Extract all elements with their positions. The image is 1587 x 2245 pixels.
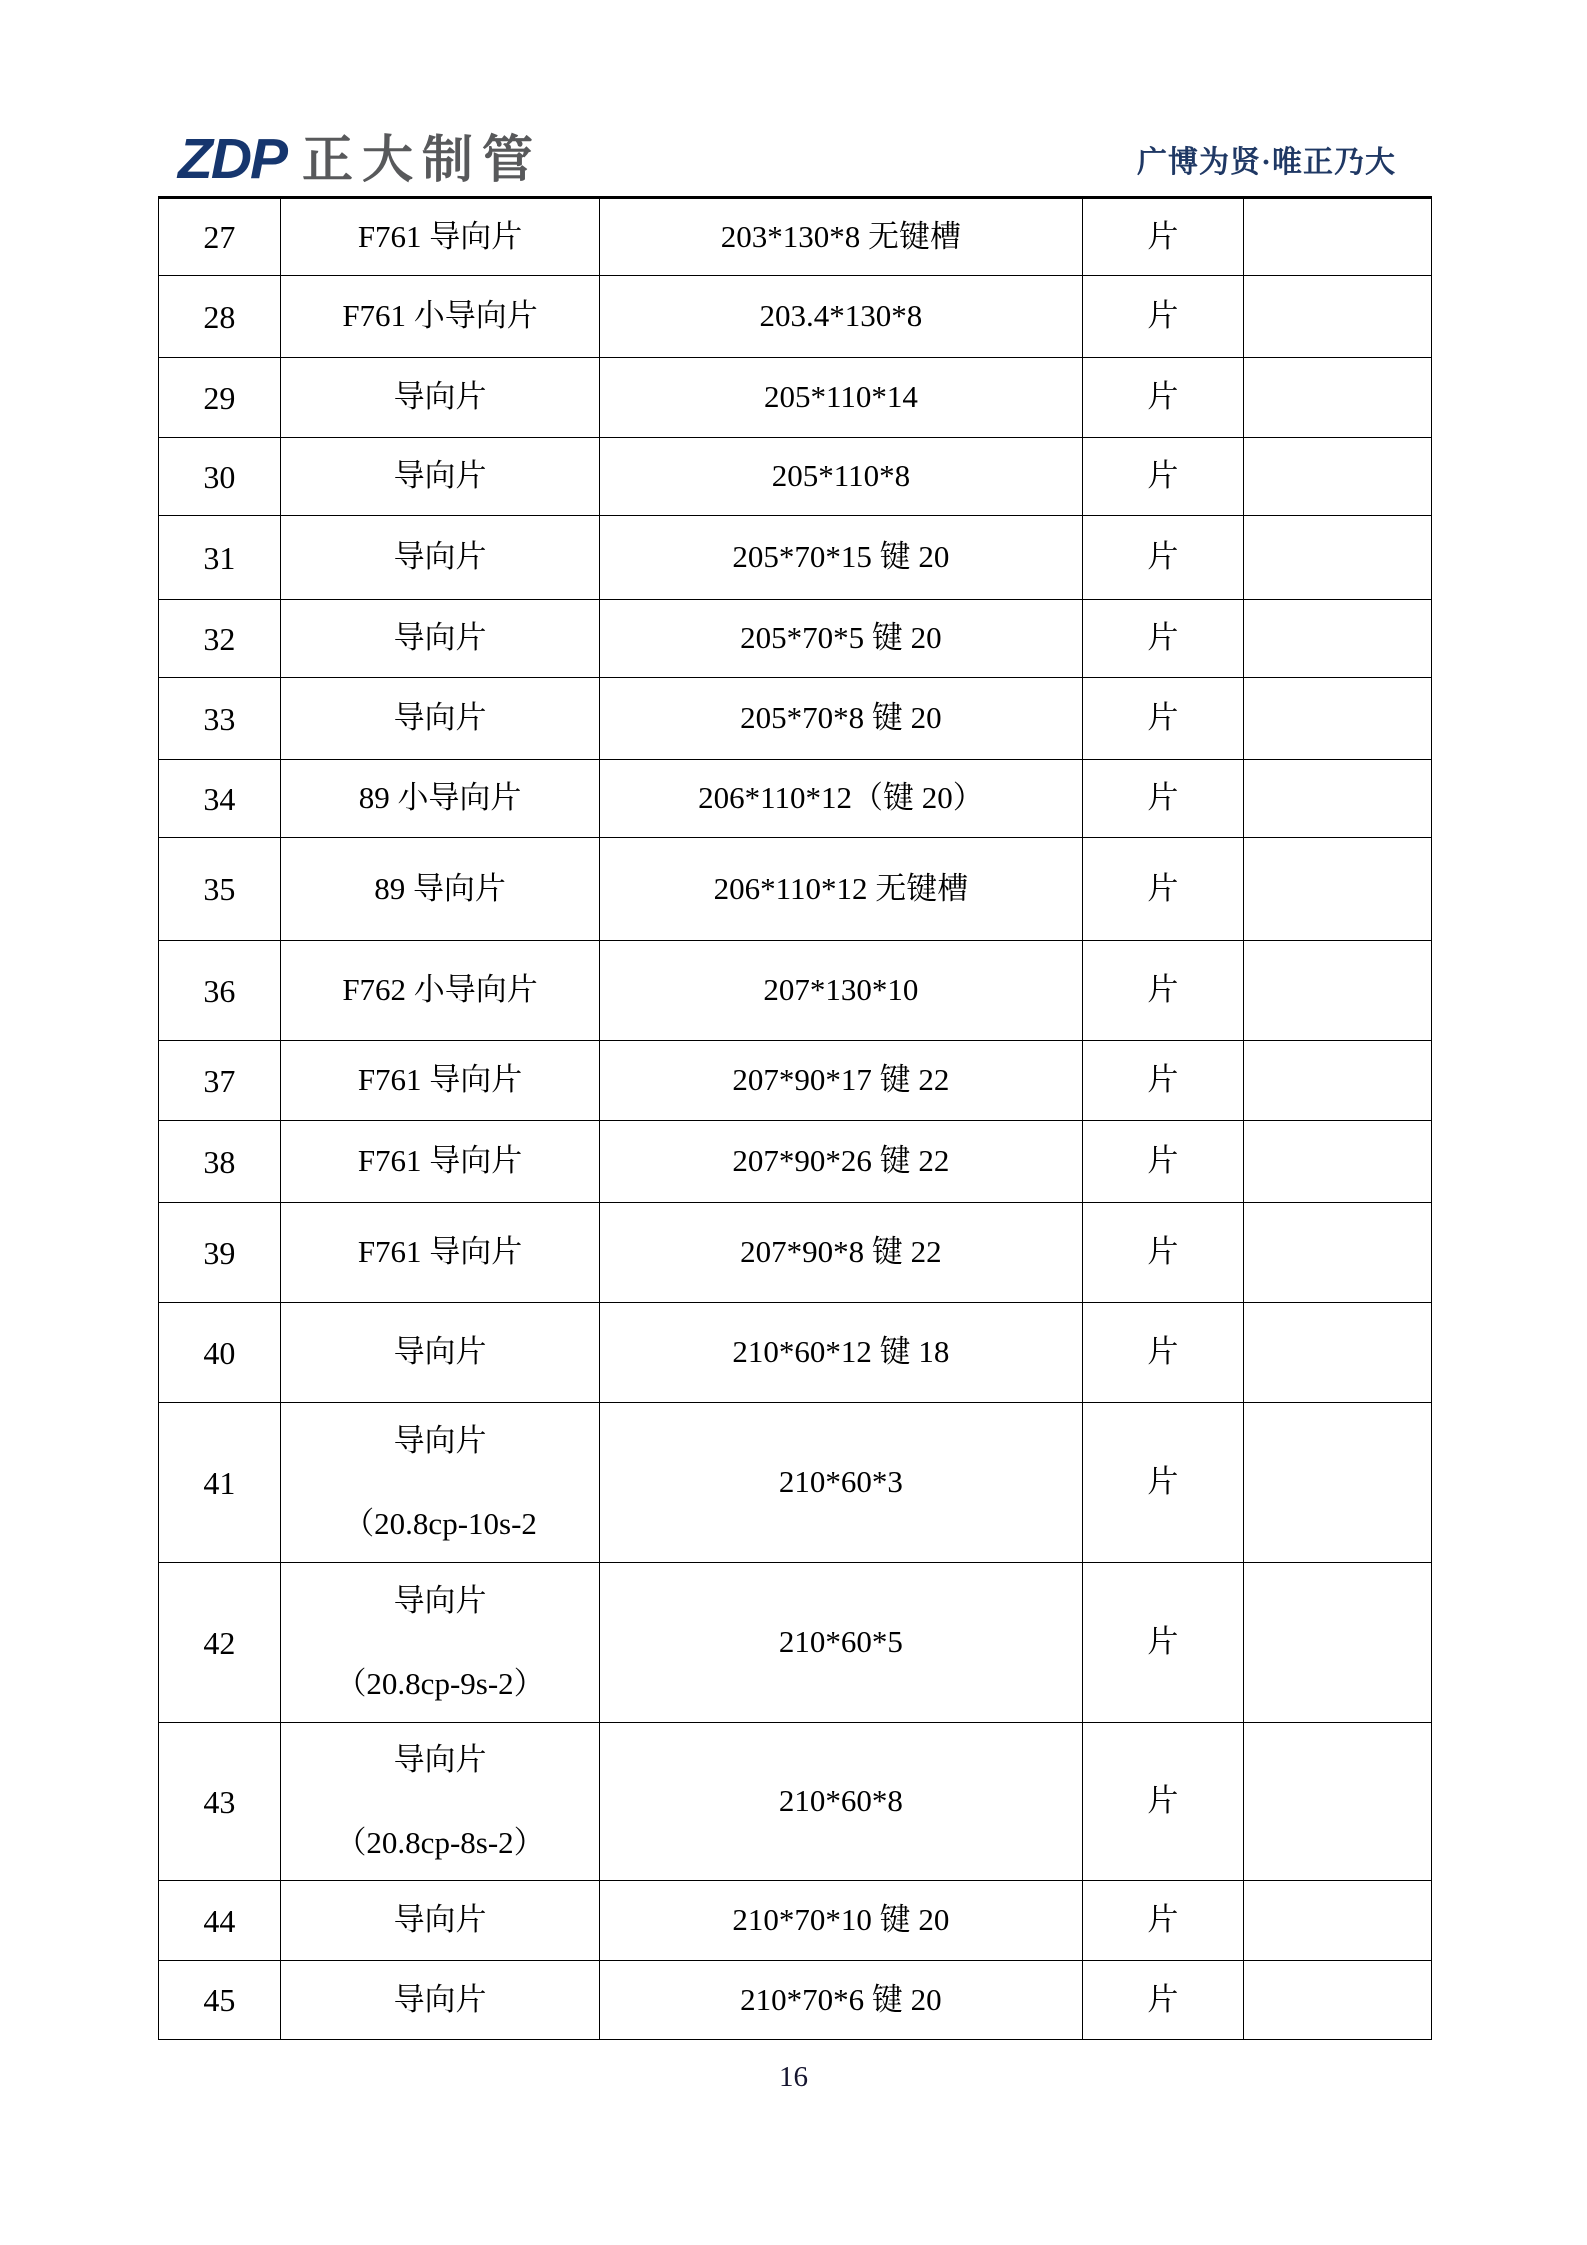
row-number-cell: 36 (159, 941, 281, 1040)
table-row (159, 1403, 1431, 1563)
table-row (159, 678, 1431, 760)
part-unit-cell: 片 (1083, 838, 1245, 940)
part-name-line1: 导向片 (393, 1422, 487, 1458)
part-name-cell (281, 600, 601, 677)
remark-cell (1244, 1303, 1431, 1402)
table-row (159, 838, 1431, 941)
remark-cell (1244, 838, 1431, 940)
row-number-cell: 28 (159, 276, 281, 357)
table-row (159, 1563, 1431, 1723)
part-name-line1: F761 导向片 (357, 1234, 523, 1270)
part-name-cell (281, 760, 601, 837)
part-spec-cell: 207*90*26 键 22 (600, 1121, 1082, 1202)
part-spec-cell: 205*70*8 键 20 (600, 678, 1082, 759)
part-name-cell (281, 838, 601, 940)
part-name-line1: 导向片 (393, 700, 487, 736)
part-spec-cell: 205*110*8 (600, 438, 1082, 515)
part-unit-cell: 片 (1083, 760, 1245, 837)
remark-cell (1244, 1121, 1431, 1202)
row-number-cell: 44 (159, 1881, 281, 1960)
part-name-cell (281, 438, 601, 515)
part-spec-cell: 210*60*12 键 18 (600, 1303, 1082, 1402)
part-name-line1: 导向片 (393, 539, 487, 575)
part-name-cell (281, 358, 601, 437)
part-name-line1: 导向片 (393, 1741, 487, 1777)
remark-cell (1244, 438, 1431, 515)
table-row (159, 358, 1431, 438)
part-unit-cell: 片 (1083, 1121, 1245, 1202)
part-name-line1: 89 导向片 (374, 870, 506, 906)
remark-cell (1244, 1403, 1431, 1562)
company-slogan: 广博为贤·唯正乃大 (1136, 146, 1396, 179)
part-unit-cell: 片 (1083, 276, 1245, 357)
table-row (159, 438, 1431, 516)
table-row (159, 1303, 1431, 1403)
table-row (159, 516, 1431, 600)
part-spec-cell: 206*110*12 无键槽 (600, 838, 1082, 940)
part-name-cell (281, 1403, 601, 1562)
row-number-cell: 45 (159, 1961, 281, 2039)
company-name: 正大制管 (302, 130, 543, 188)
part-unit-cell: 片 (1083, 1563, 1245, 1722)
part-name-line1: F761 小导向片 (342, 298, 538, 334)
part-name-line1: 导向片 (393, 458, 487, 494)
table-row (159, 276, 1431, 358)
table-row (159, 1121, 1431, 1203)
row-number-cell: 35 (159, 838, 281, 940)
table-row (159, 1203, 1431, 1303)
part-name-line2: （20.8cp-9s-2） (335, 1665, 545, 1701)
part-name-cell (281, 1203, 601, 1302)
row-number-cell: 42 (159, 1563, 281, 1722)
row-number-cell: 39 (159, 1203, 281, 1302)
row-number-cell: 38 (159, 1121, 281, 1202)
part-name-cell (281, 1881, 601, 1960)
part-unit-cell: 片 (1083, 600, 1245, 677)
part-spec-cell: 210*60*3 (600, 1403, 1082, 1562)
part-unit-cell: 片 (1083, 1723, 1245, 1880)
part-name-cell (281, 1303, 601, 1402)
part-unit-cell: 片 (1083, 199, 1245, 275)
part-spec-cell: 205*110*14 (600, 358, 1082, 437)
page-header (178, 128, 1396, 190)
table-row (159, 1041, 1431, 1121)
remark-cell (1244, 199, 1431, 275)
table-row (159, 1723, 1431, 1881)
part-name-cell (281, 1121, 601, 1202)
part-spec-cell: 207*90*17 键 22 (600, 1041, 1082, 1120)
table-row (159, 1881, 1431, 1961)
part-unit-cell: 片 (1083, 1303, 1245, 1402)
remark-cell (1244, 760, 1431, 837)
remark-cell (1244, 678, 1431, 759)
part-spec-cell: 205*70*5 键 20 (600, 600, 1082, 677)
part-spec-cell: 205*70*15 键 20 (600, 516, 1082, 599)
part-name-line2: （20.8cp-10s-2 (343, 1505, 537, 1541)
part-name-line1: 导向片 (393, 1334, 487, 1370)
part-name-line1: F761 导向片 (357, 1143, 523, 1179)
part-name-line1: 89 小导向片 (358, 780, 522, 816)
row-number-cell: 41 (159, 1403, 281, 1562)
part-name-cell (281, 1723, 601, 1880)
remark-cell (1244, 600, 1431, 677)
part-name-cell (281, 678, 601, 759)
remark-cell (1244, 276, 1431, 357)
part-unit-cell: 片 (1083, 941, 1245, 1040)
part-spec-cell: 210*60*5 (600, 1563, 1082, 1722)
row-number-cell: 33 (159, 678, 281, 759)
part-unit-cell: 片 (1083, 1403, 1245, 1562)
company-logo (178, 126, 543, 191)
part-name-cell (281, 1563, 601, 1722)
part-name-line1: 导向片 (393, 1582, 487, 1618)
part-unit-cell: 片 (1083, 1203, 1245, 1302)
zdp-logo-icon: ZDP (178, 126, 286, 191)
part-name-line1: 导向片 (393, 620, 487, 656)
row-number-cell: 34 (159, 760, 281, 837)
part-name-cell (281, 941, 601, 1040)
part-spec-cell: 210*60*8 (600, 1723, 1082, 1880)
remark-cell (1244, 1961, 1431, 2039)
part-spec-cell: 206*110*12（键 20） (600, 760, 1082, 837)
part-name-line1: F761 导向片 (357, 1062, 523, 1098)
part-spec-cell: 207*130*10 (600, 941, 1082, 1040)
part-spec-cell: 203.4*130*8 (600, 276, 1082, 357)
part-unit-cell: 片 (1083, 516, 1245, 599)
part-name-cell (281, 1041, 601, 1120)
part-spec-cell: 210*70*10 键 20 (600, 1881, 1082, 1960)
remark-cell (1244, 941, 1431, 1040)
remark-cell (1244, 358, 1431, 437)
part-name-line1: F762 小导向片 (342, 972, 538, 1008)
part-name-line1: F761 导向片 (357, 218, 523, 254)
row-number-cell: 43 (159, 1723, 281, 1880)
remark-cell (1244, 1881, 1431, 1960)
part-name-line1: 导向片 (393, 1981, 487, 2017)
page-number: 16 (779, 2061, 808, 2093)
part-name-line1: 导向片 (393, 379, 487, 415)
table-row (159, 941, 1431, 1041)
part-name-line1: 导向片 (393, 1902, 487, 1938)
part-spec-cell: 207*90*8 键 22 (600, 1203, 1082, 1302)
part-unit-cell: 片 (1083, 1961, 1245, 2039)
row-number-cell: 37 (159, 1041, 281, 1120)
parts-table (158, 196, 1432, 2040)
part-name-cell (281, 516, 601, 599)
table-row (159, 600, 1431, 678)
part-name-line2: （20.8cp-8s-2） (335, 1824, 545, 1860)
row-number-cell: 30 (159, 438, 281, 515)
table-row (159, 199, 1431, 276)
table-row (159, 1961, 1431, 2039)
remark-cell (1244, 1723, 1431, 1880)
part-name-cell (281, 276, 601, 357)
part-unit-cell: 片 (1083, 1881, 1245, 1960)
table-row (159, 760, 1431, 838)
row-number-cell: 31 (159, 516, 281, 599)
part-unit-cell: 片 (1083, 1041, 1245, 1120)
part-unit-cell: 片 (1083, 358, 1245, 437)
row-number-cell: 27 (159, 199, 281, 275)
remark-cell (1244, 1041, 1431, 1120)
part-unit-cell: 片 (1083, 678, 1245, 759)
row-number-cell: 32 (159, 600, 281, 677)
part-spec-cell: 210*70*6 键 20 (600, 1961, 1082, 2039)
remark-cell (1244, 1203, 1431, 1302)
part-spec-cell: 203*130*8 无键槽 (600, 199, 1082, 275)
part-name-cell (281, 1961, 601, 2039)
row-number-cell: 29 (159, 358, 281, 437)
part-name-cell (281, 199, 601, 275)
remark-cell (1244, 516, 1431, 599)
part-unit-cell: 片 (1083, 438, 1245, 515)
remark-cell (1244, 1563, 1431, 1722)
row-number-cell: 40 (159, 1303, 281, 1402)
